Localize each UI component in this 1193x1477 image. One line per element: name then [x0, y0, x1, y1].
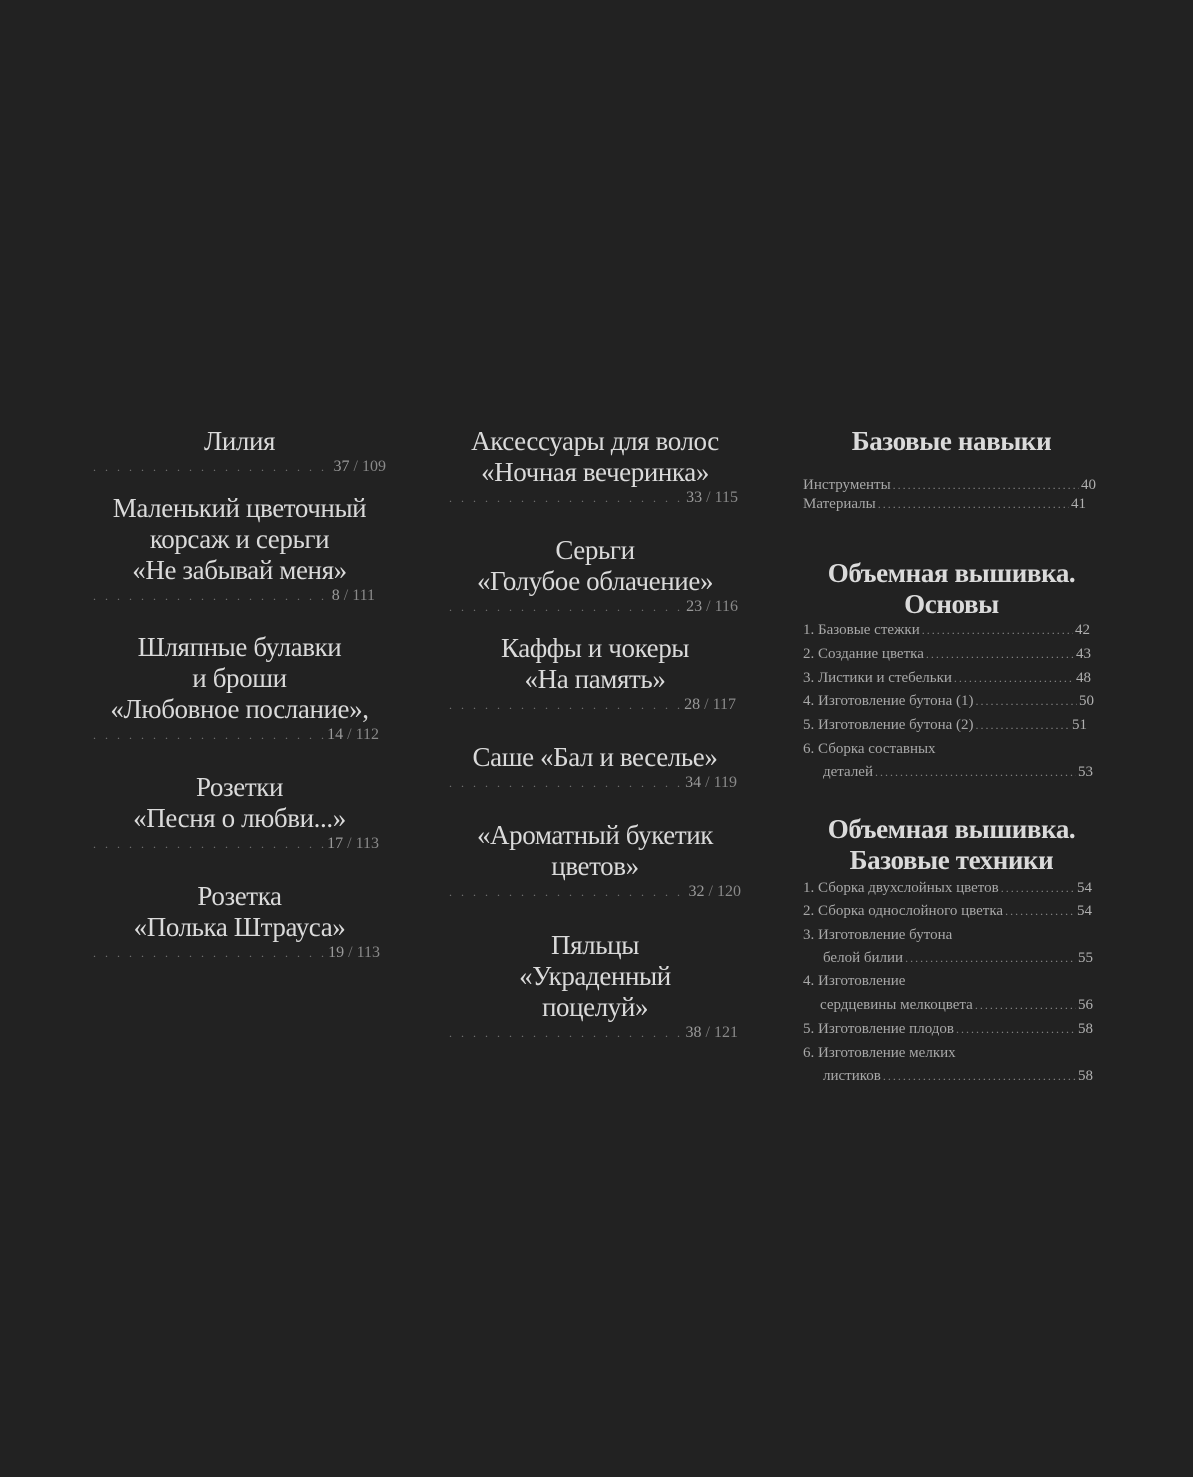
page-leader: . . . 38 / 121 [449, 1024, 738, 1042]
entry-title: Каффы и чокеры «На память» [500, 633, 690, 694]
entry-title: Розетка «Полька Штрауса» [133, 881, 346, 942]
toc-item[interactable]: 5. Изготовление плодов ..... 58 [803, 1020, 1093, 1038]
toc-item[interactable]: 6. Изготовление мелких [803, 1045, 956, 1061]
toc-entry[interactable] [449, 426, 741, 507]
entry-title: Розетки «Песня о любви...» [133, 772, 346, 833]
section-title: Объемная вышивка. Базовые техники [827, 814, 1076, 875]
page-number: 51 [1072, 717, 1087, 733]
page-number: 33 [686, 489, 703, 506]
toc-item[interactable]: 4. Изготовление [803, 973, 906, 989]
toc-item[interactable]: Материалы ..... 41 [803, 495, 1086, 513]
page-number: 50 [1079, 693, 1094, 709]
section-title: Базовые навыки [851, 426, 1052, 456]
entry-title: Серьги «Голубое облачение» [476, 535, 714, 596]
page-number: 41 [1071, 496, 1086, 512]
toc-item[interactable]: 2. Сборка однослойного цветка ..... 54 [803, 902, 1092, 920]
page-number-alt: 113 [356, 944, 380, 961]
page-number: 19 [328, 944, 345, 961]
page-number-alt: 109 [362, 458, 386, 475]
page-number: 58 [1078, 1068, 1093, 1084]
page-number: 23 [686, 598, 703, 615]
toc-item[interactable]: 1. Базовые стежки ..... 42 [803, 621, 1090, 639]
page-leader: . . . 34 / 119 [449, 774, 737, 792]
page-number: 14 [327, 726, 344, 743]
page-number-alt: 117 [712, 696, 736, 713]
page-number: 48 [1076, 670, 1091, 686]
page-number: 54 [1077, 880, 1092, 896]
toc-entry[interactable] [449, 633, 741, 714]
page-number-alt: 119 [713, 774, 737, 791]
page-number: 40 [1081, 477, 1096, 493]
toc-entry[interactable] [93, 881, 386, 962]
page-leader: . . . 33 / 115 [449, 489, 738, 507]
entry-title: «Ароматный букетик цветов» [476, 820, 714, 881]
page-number: 58 [1078, 1021, 1093, 1037]
page-number: 17 [327, 835, 344, 852]
page-leader: . . . 23 / 116 [449, 598, 738, 616]
toc-entry[interactable] [449, 930, 741, 1042]
toc-item[interactable]: деталей ..... 53 [803, 763, 1093, 781]
page-number: 55 [1078, 950, 1093, 966]
toc-item[interactable]: листиков ..... 58 [803, 1067, 1093, 1085]
entry-title: Аксессуары для волос «Ночная вечеринка» [471, 426, 719, 487]
page-number-alt: 121 [714, 1024, 738, 1041]
page-leader: . . . 8 / 111 [93, 587, 375, 605]
toc-item[interactable]: 4. Изготовление бутона (1) ..... 50 [803, 692, 1094, 710]
toc-entry[interactable] [93, 426, 386, 476]
page-number-alt: 115 [714, 489, 738, 506]
page-number: 34 [685, 774, 702, 791]
page-number: 56 [1078, 997, 1093, 1013]
page-leader: . . . 14 / 112 [93, 726, 379, 744]
toc-entry[interactable] [449, 535, 741, 616]
entry-title: Лилия [203, 426, 276, 456]
toc-item[interactable]: 3. Изготовление бутона [803, 927, 953, 943]
toc-item[interactable]: Инструменты ..... 40 [803, 476, 1096, 494]
page-number-alt: 120 [717, 883, 741, 900]
page-leader: . . . 37 / 109 [93, 458, 386, 476]
page-leader: . . . 32 / 120 [449, 883, 741, 901]
page-number: 38 [685, 1024, 702, 1041]
page-number: 32 [688, 883, 705, 900]
page-number-alt: 116 [714, 598, 738, 615]
page-number: 43 [1076, 646, 1091, 662]
page-number-alt: 111 [352, 587, 375, 604]
toc-entry[interactable] [449, 742, 741, 792]
toc-entry[interactable] [93, 493, 386, 605]
entry-title: Пяльцы «Украденный поцелуй» [519, 930, 671, 1022]
page-number-alt: 113 [355, 835, 379, 852]
toc-item[interactable]: 2. Создание цветка ..... 43 [803, 645, 1091, 663]
page-number: 37 [333, 458, 350, 475]
page-leader: . . . 19 / 113 [93, 944, 380, 962]
page-number-alt: 112 [355, 726, 379, 743]
toc-item[interactable]: сердцевины мелкоцвета ..... 56 [803, 996, 1093, 1014]
page-leader: . . . 28 / 117 [449, 696, 736, 714]
entry-title: Шляпные булавки и броши «Любовное послание», [110, 632, 369, 724]
page-number: 53 [1078, 764, 1093, 780]
toc-entry[interactable] [449, 820, 741, 901]
toc-item[interactable]: 6. Сборка составных [803, 741, 936, 757]
entry-title: Маленький цветочный корсаж и серьги «Не забывай меня» [112, 493, 367, 585]
page-number: 8 [331, 587, 340, 604]
toc-item[interactable]: 3. Листики и стебельки ..... 48 [803, 669, 1091, 687]
toc-item[interactable]: 1. Сборка двухслойных цветов ..... 54 [803, 879, 1092, 897]
toc-item[interactable]: 5. Изготовление бутона (2) ..... 51 [803, 716, 1087, 734]
page-leader: . . . 17 / 113 [93, 835, 379, 853]
page-number: 42 [1075, 622, 1090, 638]
toc-item[interactable]: белой билии ..... 55 [803, 949, 1093, 967]
toc-entry[interactable] [93, 632, 386, 744]
section-title: Объемная вышивка. Основы [827, 558, 1076, 619]
page-number: 54 [1077, 903, 1092, 919]
toc-entry[interactable] [93, 772, 386, 853]
entry-title: Саше «Бал и веселье» [472, 742, 718, 772]
page-number: 28 [684, 696, 701, 713]
